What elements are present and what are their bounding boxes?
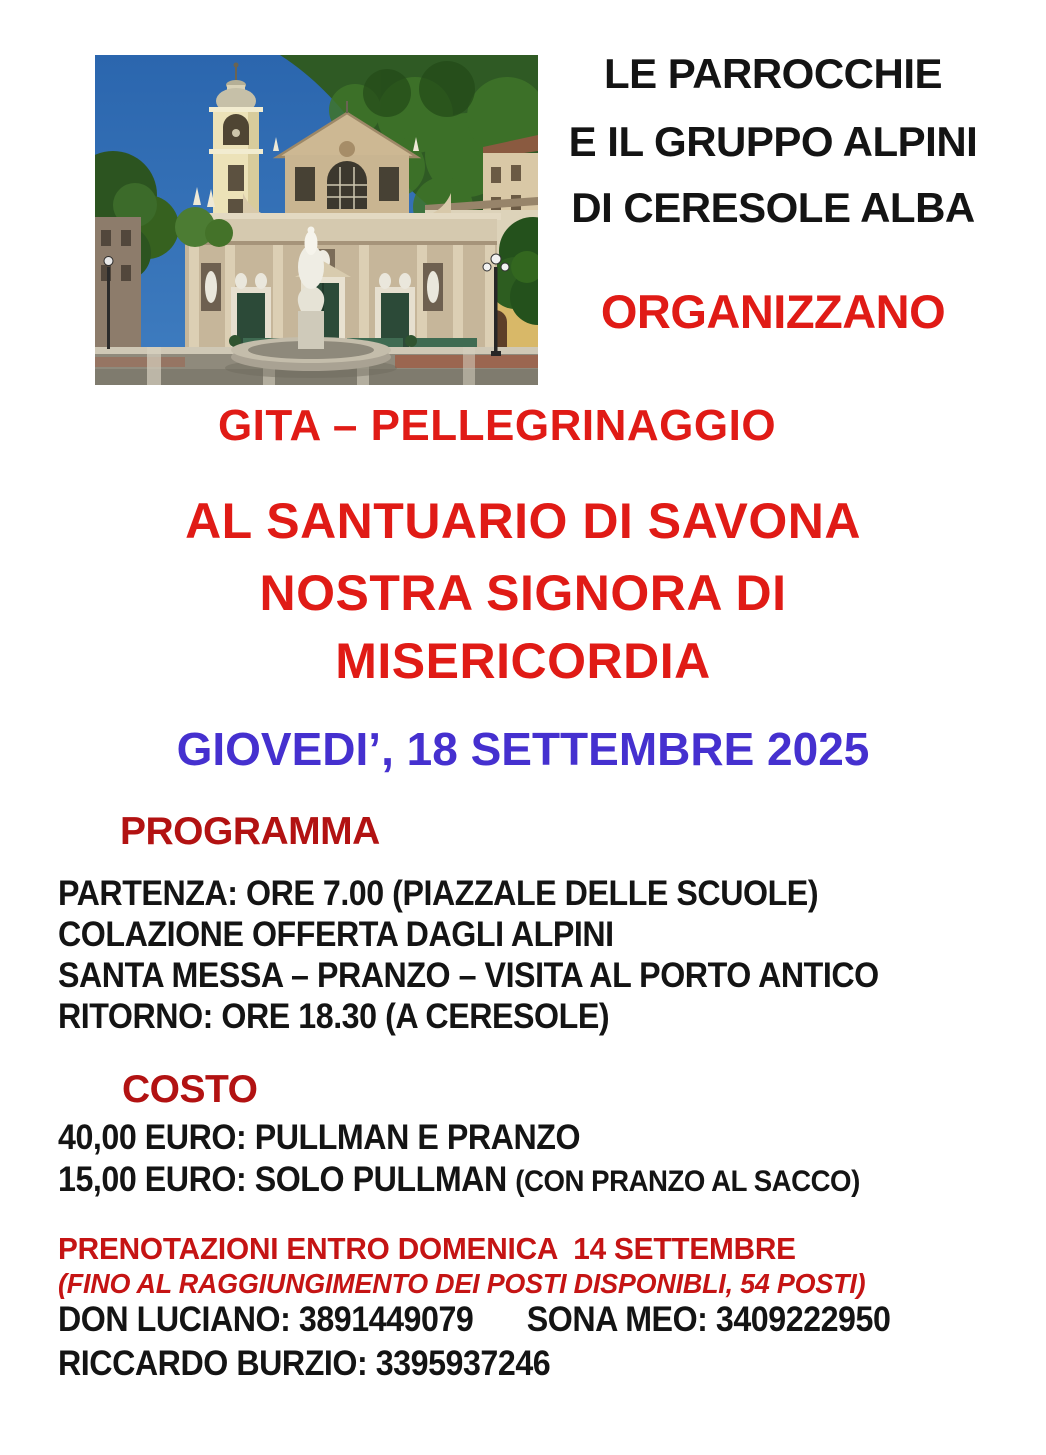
program-item-1: PARTENZA: ORE 7.00 (PIAZZALE DELLE SCUOLE) (58, 874, 819, 913)
main-title-line-1: AL SANTUARIO DI SAVONA (185, 493, 861, 549)
cost-item-2-main: 15,00 EURO: SOLO PULLMAN (58, 1160, 516, 1199)
cost-heading: COSTO (122, 1068, 258, 1111)
cost-item-1 (58, 1118, 580, 1158)
org-line-2: E IL GRUPPO ALPINI (568, 118, 978, 165)
organize-label: ORGANIZZANO (600, 285, 946, 338)
program-item-2: COLAZIONE OFFERTA DAGLI ALPINI (58, 915, 614, 954)
trip-subtitle: GITA – PELLEGRINAGGIO (217, 401, 777, 450)
contact-sona-meo: SONA MEO: 3409222950 (526, 1300, 891, 1339)
main-title-line-3: MISERICORDIA (335, 633, 711, 689)
org-line-3: DI CERESOLE ALBA (571, 184, 975, 231)
sanctuary-photo (95, 55, 538, 385)
booking-availability-note: (FINO AL RAGGIUNGIMENTO DEI POSTI DISPONIBLI, 54 POSTI) (58, 1268, 866, 1299)
org-line-1: LE PARROCCHIE (603, 50, 943, 97)
program-item-4: RITORNO: ORE 18.30 (A CERESOLE) (58, 997, 610, 1036)
cost-item-1-main: 40,00 EURO: PULLMAN E PRANZO (58, 1118, 581, 1157)
event-date: GIOVEDI’, 18 SETTEMBRE 2025 (176, 723, 870, 775)
left-building (95, 217, 141, 349)
booking-deadline: PRENOTAZIONI ENTRO DOMENICA 14 SETTEMBRE (58, 1231, 796, 1266)
contact-line-1 (58, 1300, 890, 1340)
cost-item-2 (58, 1160, 860, 1200)
program-heading: PROGRAMMA (120, 810, 380, 853)
contact-line-2: RICCARDO BURZIO: 3395937246 (58, 1344, 551, 1383)
contact-don-luciano: DON LUCIANO: 3891449079 (58, 1300, 474, 1339)
main-title-line-2: NOSTRA SIGNORA DI (259, 565, 787, 621)
program-item-3: SANTA MESSA – PRANZO – VISITA AL PORTO ANTICO (58, 956, 879, 995)
cost-item-2-note: (CON PRANZO AL SACCO) (515, 1165, 860, 1198)
